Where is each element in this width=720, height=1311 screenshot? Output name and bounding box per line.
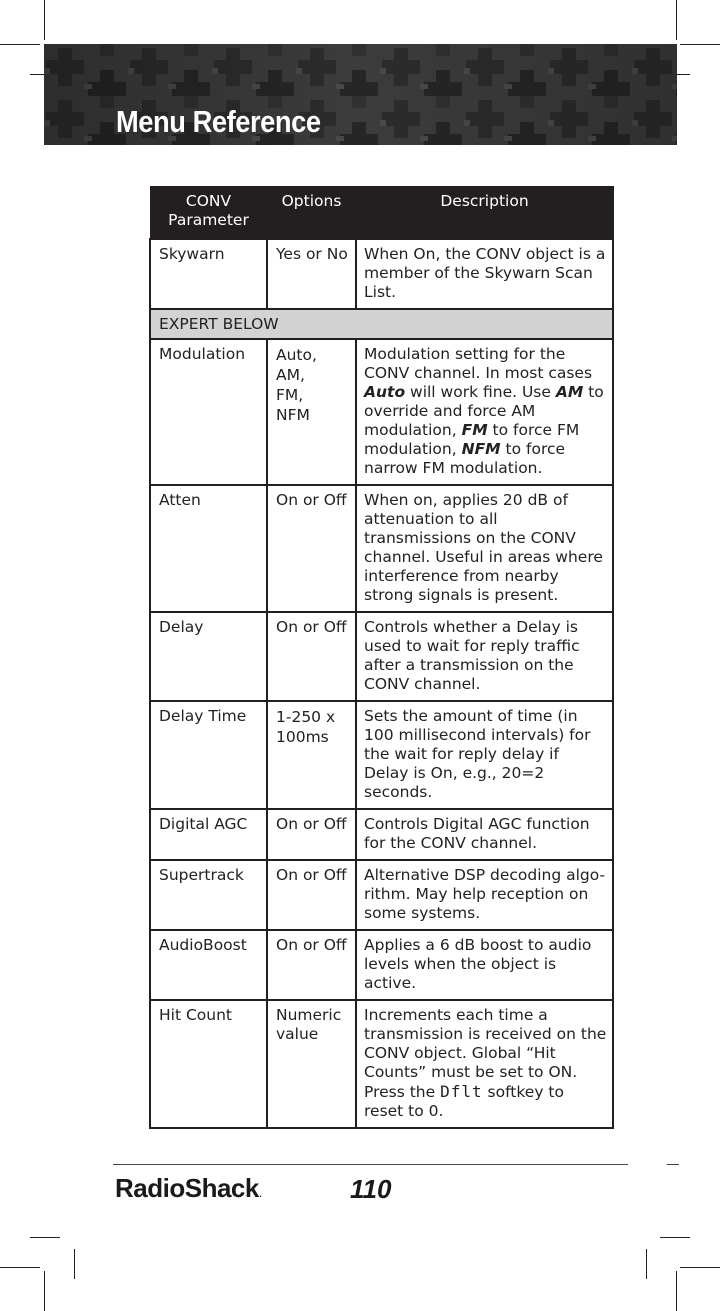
param-cell: Modulation <box>150 339 267 485</box>
crop-mark <box>74 1249 75 1279</box>
crop-mark <box>680 1267 720 1268</box>
table-row <box>150 1000 613 1128</box>
crop-mark <box>30 1237 60 1238</box>
options-cell: On or Off <box>267 612 356 701</box>
footer-dash <box>667 1164 679 1165</box>
description-cell: When On, the CONV object is a member of the Skywarn Scan List. <box>356 239 613 309</box>
param-cell: Hit Count <box>150 1000 267 1128</box>
table-row <box>150 930 613 1000</box>
table-row <box>150 239 613 309</box>
description-cell <box>356 1000 613 1128</box>
emphasis-am: AM <box>555 383 584 401</box>
description-text: Modulation setting for the CONV channel. In most cases <box>364 345 593 382</box>
description-text: Increments each time a transmission is received on the CONV object. Global “Hit Counts” must be set to ON. Press the <box>364 1006 607 1101</box>
description-text: to override and force AM modulation, <box>364 383 604 439</box>
option-value: 1-250 x <box>276 708 336 726</box>
crop-mark <box>660 1237 690 1238</box>
description-text: softkey to reset to 0. <box>364 1083 564 1120</box>
option-value: AM, <box>276 366 305 384</box>
description-cell: Controls Digital AGC function for the CONV channel. <box>356 809 613 860</box>
description-cell: Alternative DSP decoding algo-rithm. May help reception on some systems. <box>356 860 613 930</box>
section-row <box>150 309 613 339</box>
header-banner <box>44 44 677 145</box>
crop-mark <box>676 0 677 40</box>
page-title: Menu Reference <box>116 104 321 139</box>
options-cell <box>267 339 356 485</box>
crop-mark <box>676 1271 677 1311</box>
column-header-options: Options <box>267 186 356 239</box>
option-value: NFM <box>276 406 310 424</box>
options-cell: On or Off <box>267 930 356 1000</box>
column-header-parameter: CONV Parameter <box>150 186 267 239</box>
table-row <box>150 860 613 930</box>
option-value: 100ms <box>276 728 329 746</box>
table-row <box>150 485 613 612</box>
table-header-row <box>150 186 613 239</box>
crop-mark <box>680 44 720 45</box>
radioshack-logo <box>115 1173 262 1204</box>
description-text: will work fine. Use <box>405 383 556 401</box>
brand-mark: . <box>258 1186 262 1200</box>
description-cell <box>356 339 613 485</box>
emphasis-auto: Auto <box>364 383 406 401</box>
crop-mark <box>646 1249 647 1279</box>
description-cell: Applies a 6 dB boost to audio levels when the object is active. <box>356 930 613 1000</box>
section-label: EXPERT BELOW <box>150 309 613 339</box>
description-text: to force narrow FM modulation. <box>364 440 566 477</box>
crop-mark <box>0 44 40 45</box>
description-text: to force FM modulation, <box>364 421 580 458</box>
param-cell: Delay <box>150 612 267 701</box>
column-header-description: Description <box>356 186 613 239</box>
softkey-dflt-label: Dflt <box>440 1082 483 1101</box>
footer-rule <box>113 1164 628 1165</box>
emphasis-fm: FM <box>461 421 488 439</box>
param-cell: Delay Time <box>150 701 267 809</box>
options-cell: Numeric value <box>267 1000 356 1128</box>
conv-parameter-table <box>149 186 614 1129</box>
options-cell: On or Off <box>267 485 356 612</box>
options-cell: Yes or No <box>267 239 356 309</box>
options-cell: On or Off <box>267 860 356 930</box>
param-cell: AudioBoost <box>150 930 267 1000</box>
param-cell: Digital AGC <box>150 809 267 860</box>
options-cell <box>267 701 356 809</box>
options-cell: On or Off <box>267 809 356 860</box>
param-cell: Atten <box>150 485 267 612</box>
description-cell: Sets the amount of time (in 100 millisecond intervals) for the wait for reply delay if Delay is On, e.g., 20=2 seconds. <box>356 701 613 809</box>
crop-mark <box>44 0 45 40</box>
crop-mark <box>0 1267 40 1268</box>
option-value: FM, <box>276 386 304 404</box>
crop-mark <box>44 1271 45 1311</box>
description-cell: Controls whether a Delay is used to wait for reply traffic after a transmission on the CONV channel. <box>356 612 613 701</box>
brand-name: RadioShack <box>115 1173 259 1203</box>
param-cell: Supertrack <box>150 860 267 930</box>
page-number: 110 <box>350 1174 392 1204</box>
table-row <box>150 809 613 860</box>
emphasis-nfm: NFM <box>461 440 501 458</box>
option-value: Auto, <box>276 346 317 364</box>
table-row <box>150 612 613 701</box>
table-row <box>150 339 613 485</box>
description-cell: When on, applies 20 dB of attenuation to all transmissions on the CONV channel. Useful in areas where interference from nearby strong signals is present. <box>356 485 613 612</box>
param-cell: Skywarn <box>150 239 267 309</box>
table-row <box>150 701 613 809</box>
